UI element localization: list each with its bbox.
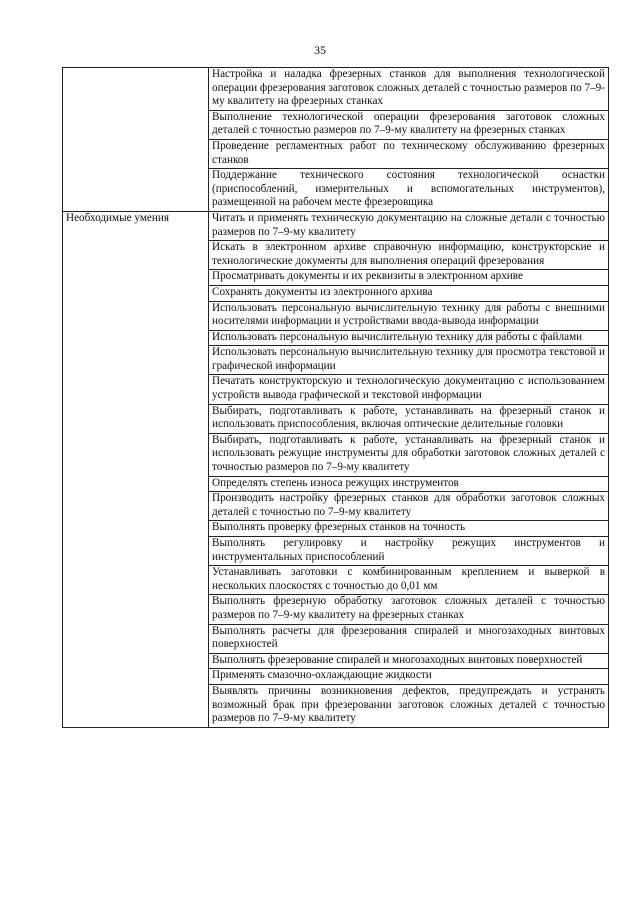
table-cell-item: Читать и применять техническую документацию на сложные детали с точностью размеров по 7–9-му квалитету: [209, 211, 609, 240]
table-cell-item: Выполнять расчеты для фрезерования спиралей и многозаходных винтовых поверхностей: [209, 624, 609, 653]
table-cell-item: Выбирать, подготавливать к работе, устанавливать на фрезерный станок и использовать приспособления, включая оптические делительные головки: [209, 404, 609, 433]
table-cell-item: Выполнение технологической операции фрезерования заготовок сложных деталей с точностью размеров по 7–9-му квалитету на фрезерных станках: [209, 110, 609, 139]
table-cell-item: Устанавливать заготовки с комбинированным креплением и выверкой в нескольких плоскостях с точностью до 0,01 мм: [209, 566, 609, 595]
table-cell-item: Выполнять проверку фрезерных станков на точность: [209, 521, 609, 537]
table-cell-item: Выполнять фрезерование спиралей и многозаходных винтовых поверхностей: [209, 653, 609, 669]
table-row: [63, 68, 609, 111]
table-cell-item: Поддержание технического состояния технологической оснастки (приспособлений, измерительных и вспомогательных инструментов), размещенной на рабочем месте фрезеровщика: [209, 169, 609, 212]
table-cell-item: Выбирать, подготавливать к работе, устанавливать на фрезерный станок и использовать режущие инструменты для обработки заготовок сложных деталей с точностью размеров по 7–9-му квалитету: [209, 433, 609, 476]
competency-table: [62, 67, 609, 728]
table-cell-item: Выявлять причины возникновения дефектов, предупреждать и устранять возможный брак при фрезеровании заготовок сложных деталей с точностью размеров по 7–9-му квалитету: [209, 684, 609, 727]
table-cell-item: Печатать конструкторскую и технологическую документацию с использованием устройств вывода графической и текстовой информации: [209, 375, 609, 404]
table-cell-item: Использовать персональную вычислительную технику для работы с файлами: [209, 330, 609, 346]
table-cell-item: Применять смазочно-охлаждающие жидкости: [209, 669, 609, 685]
table-cell-item: Использовать персональную вычислительную технику для просмотра текстовой и графической информации: [209, 346, 609, 375]
table-cell-item: Выполнять фрезерную обработку заготовок сложных деталей с точностью размеров по 7–9-му квалитету на фрезерных станках: [209, 595, 609, 624]
table-cell-item: Искать в электронном архиве справочную информацию, конструкторские и технологические документы для выполнения операций фрезерования: [209, 241, 609, 270]
table-cell-item: Просматривать документы и их реквизиты в электронном архиве: [209, 270, 609, 286]
table-cell-item: Сохранять документы из электронного архива: [209, 285, 609, 301]
label-cell-empty: [63, 68, 209, 212]
table-cell-item: Проведение регламентных работ по техническому обслуживанию фрезерных станков: [209, 139, 609, 168]
table-cell-item: Выполнять регулировку и настройку режущих инструментов и инструментальных приспособлений: [209, 537, 609, 566]
table-cell-item: Использовать персональную вычислительную технику для работы с внешними носителями информации и устройствами ввода-вывода информации: [209, 301, 609, 330]
table-cell-item: Определять степень износа режущих инструментов: [209, 476, 609, 492]
label-cell-required-skills: Необходимые умения: [63, 211, 209, 727]
page-number: 35: [314, 43, 326, 57]
table-cell-item: Настройка и наладка фрезерных станков для выполнения технологической операции фрезерования заготовок сложных деталей с точностью размеров по 7–9-му квалитету на фрезерных станках: [209, 68, 609, 111]
table-row: [63, 211, 609, 240]
table-cell-item: Производить настройку фрезерных станков для обработки заготовок сложных деталей с точностью по 7–9-му квалитету: [209, 492, 609, 521]
